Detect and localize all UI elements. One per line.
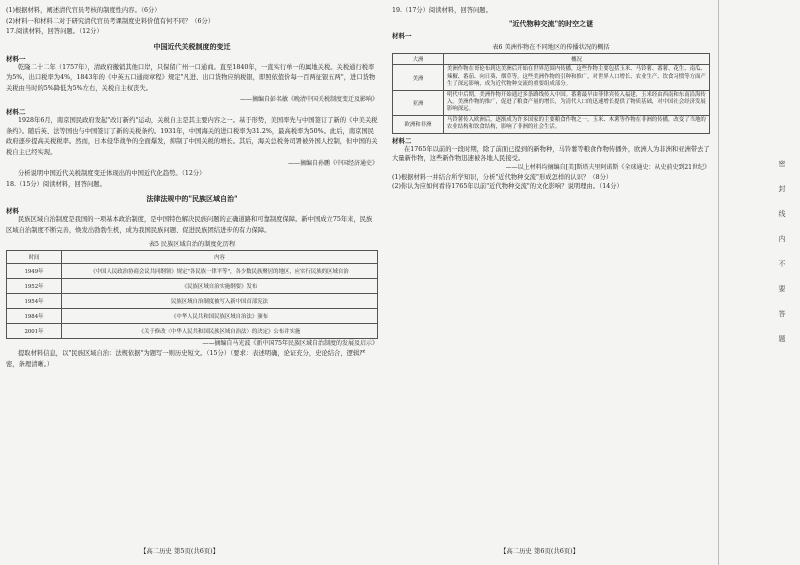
table-row xyxy=(7,278,378,293)
table-header-row xyxy=(7,250,378,263)
table5-caption: 表5 民族区域自治的制度化历程 xyxy=(148,240,236,248)
q19-material2-source: ——以上材料均摘编自[美]斯塔夫里阿诺斯《全球通史：从史前史到21世纪》 xyxy=(505,164,710,172)
q18-title: 法律法规中的"民族区域自治" xyxy=(146,194,238,204)
table-row xyxy=(7,263,378,278)
q17-heading: 17.阅读材料，回答问题。（12分） xyxy=(6,28,103,36)
q19-material2-text: 在1765年以前的一段时期，除了前面已提到的新物种，马铃薯等粮食作物传播外，欧洲人为非洲和亚洲带去了大量新作物，这些新作物迅速被各地人民接受。 xyxy=(392,145,710,163)
q16-sub1: (1)根据材料，阐述清代官员考核的制度性内容。（6分） xyxy=(6,7,161,14)
table-row xyxy=(7,293,378,308)
q19-sub2: (2)你认为应如何看待1765年以前"近代物种交流"的文化影响？说明理由。（14分） xyxy=(392,183,623,191)
table-cell-content: 《关于修改〈中华人民共和国民族区域自治法〉的决定》公布并实施 xyxy=(62,323,378,338)
q16-sub2: (2)材料一和材料二对于研究清代官员考课制度史料价值有何不同？（6分） xyxy=(6,17,215,25)
table-cell-continent: 欧洲和非洲 xyxy=(393,115,444,133)
q19-material2-label: 材料二 xyxy=(392,136,412,145)
table-cell-content: 《中国人民政治协商会议共同纲领》规定"各民族一律平等"，各少数民族聚居的地区，应实行民族的区域自治 xyxy=(62,263,378,278)
table-header-cell: 大洲 xyxy=(393,54,444,65)
left-page-footer: 【高二历史 第5页(共6页)】 xyxy=(140,547,220,555)
table-cell-overview: 马铃薯传入欧洲后，逐渐成为许多国家的主要粮食作物之一。玉米、木薯等作物在非洲的传播，改变了当地的农业结构和饮食结构，影响了非洲的社会生活。 xyxy=(444,115,710,133)
left-page xyxy=(6,6,378,370)
seal-line-strip xyxy=(718,0,800,565)
table-cell-continent: 美洲 xyxy=(393,65,444,90)
q17-material2-source: ——摘编自孙鹏《中国经济通史》 xyxy=(287,159,378,167)
table-header-cell: 内容 xyxy=(62,250,378,263)
right-page-footer: 【高二历史 第6页(共6页)】 xyxy=(500,547,580,555)
seal-line-notice: 密封线内不要答题 xyxy=(778,160,786,360)
table-cell-year: 1952年 xyxy=(7,278,62,293)
table-cell-continent: 亚洲 xyxy=(393,90,444,115)
q17-material1-text: 乾隆二十二年（1757年），清政府撤销其他口岸，只保留广州一口通商。直至1840年，一直实行单一的属地关税。关税通行税率为5%，出口税率为4%，1843年的《中英五口通商章程》规定"凡进、出口货物应纳税银，即照依值价每一百两征银五两"，进口货物关税由当时的5%降低为5%左右，关税自主权丧失。 xyxy=(6,63,376,92)
table-cell-year: 1949年 xyxy=(7,263,62,278)
table-row xyxy=(393,65,710,90)
q19-heading: 19.（17分）阅读材料，回答问题。 xyxy=(392,7,492,14)
q17-material1-label: 材料一 xyxy=(6,54,26,63)
q18-heading: 18.（15分）阅读材料，回答问题。 xyxy=(6,180,106,188)
table-row xyxy=(393,115,710,133)
table-cell-year: 1984年 xyxy=(7,308,62,323)
table-header-cell: 时间 xyxy=(7,250,62,263)
table-cell-year: 2001年 xyxy=(7,323,62,338)
table-cell-content: 民族区域自治制度被写入新中国首部宪法 xyxy=(62,293,378,308)
table5-source: ——摘编自马光波《新中国75年民族区域自治制度的发展及启示》 xyxy=(202,339,378,347)
table-header-row xyxy=(393,54,710,65)
q17-material1-source: ——摘编自彭名敏《晚清中国关税制度变迁及影响》 xyxy=(239,95,378,103)
q18-question: 提取材料信息，以"民族区域自治：法规依据"为题写一则历史短文。（15分）（要求：表述明确，论证充分，史论结合，逻辑严密，条理清晰。） xyxy=(6,350,366,368)
q17-material2-label: 材料二 xyxy=(6,108,26,117)
q19-material1-label: 材料一 xyxy=(392,32,412,41)
table-cell-content: 《民族区域自治实施纲要》发布 xyxy=(62,278,378,293)
table5 xyxy=(6,250,378,339)
table-cell-year: 1954年 xyxy=(7,293,62,308)
table-row xyxy=(7,323,378,338)
table-header-cell: 概况 xyxy=(444,54,710,65)
q19-title: "近代物种交流"的时空之谜 xyxy=(508,19,594,29)
q17-question: 分析说明中国近代关税制度变迁体现出的中国近代化趋势。（12分） xyxy=(18,170,206,178)
table-row xyxy=(7,308,378,323)
q17-title: 中国近代关税制度的变迁 xyxy=(153,41,231,51)
right-page xyxy=(392,6,710,192)
table-cell-content: 《中华人民共和国民族区域自治法》颁布 xyxy=(62,308,378,323)
table6-caption: 表6 美洲作物在不同地区的传播状况的概括 xyxy=(492,44,610,52)
table-cell-overview: 美洲作物在哥伦布到达美洲后开始在世界范围内传播，这些作物主要包括玉米、马铃薯、番薯、花生、南瓜、辣椒、番茄、向日葵、烟草等。这些美洲作物的引种和推广，对世界人口增长、农业生产、饮食习惯等方面产生了深远影响，成为近代物种交流的重要组成部分。 xyxy=(444,65,710,90)
q18-material-label: 材料 xyxy=(6,207,19,216)
q18-material-text: 民族区域自治制度是我国的一项基本政治制度，是中国特色解决民族问题的正确道路和可靠制度保障。新中国成立75年来，民族区域自治制度不断完善，焕发出勃勃生机，成为我国民族问题、促进民族团结进步的有力保障。 xyxy=(6,216,373,234)
table-row xyxy=(393,90,710,115)
q19-sub1: (1)根据材料一并结合所学知识，分析"近代物种交流"形成怎样的认识？（8分） xyxy=(392,173,613,181)
table-cell-overview: 明代中后期，美洲作物开始通过多条路线传入中国。番薯最早由菲律宾传入福建，玉米经由西南和东南沿海传入。美洲作物的推广，促进了粮食产量的增长，为清代人口的迅速增长提供了物质基础，对中国社会经济发展影响深远。 xyxy=(444,90,710,115)
table6 xyxy=(392,53,710,133)
q17-material2-text: 1928年6月，南京国民政府发起"改订新约"运动，关税自主是其主要内容之一。基于形势，美国率先与中国签订了新的《中美关税条约》。随后英、法等国也与中国签订了新的关税条约。1931年，中国海关的进口税率为31.2%，最高税率为50%。此后，南京国民政府逐步提高关税税率。然而，日本侵华战争的全面爆发，抑制了中国关税的增长。其后，海关总税务司署被外国人控制，但中国的关税自主已经实现。 xyxy=(6,117,378,156)
